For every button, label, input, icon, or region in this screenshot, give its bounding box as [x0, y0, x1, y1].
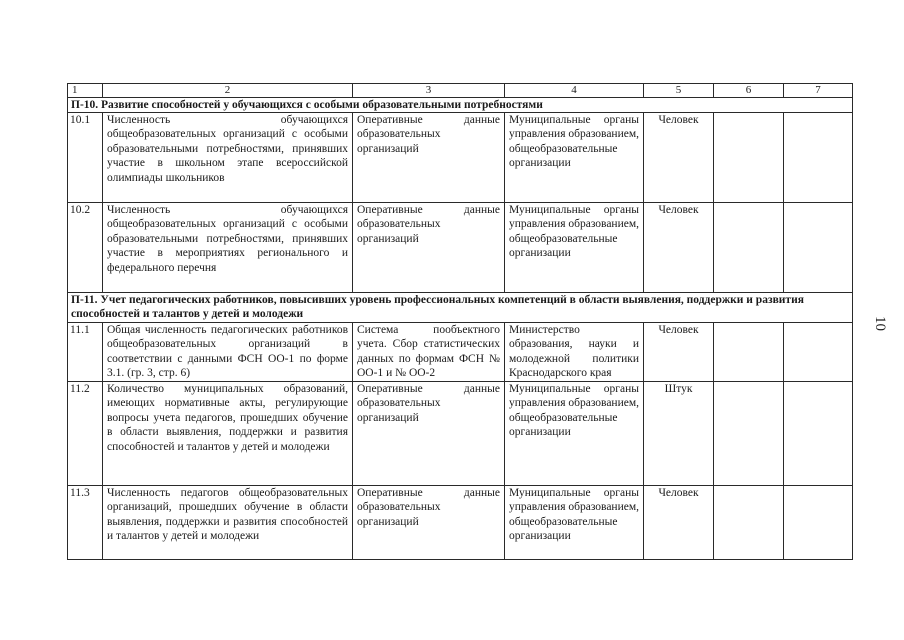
column-number: 5 [644, 84, 714, 98]
value-cell-6 [714, 486, 784, 560]
section-title: П-11. Учет педагогических работников, повысивших уровень профессиональных компетенций в области выявления, поддержки и развития способностей и талантов у детей и молодежи [68, 293, 853, 323]
column-number: 1 [68, 84, 103, 98]
responsible-cell: Муниципальные органы управления образованием, общеобразовательные организации [505, 486, 644, 560]
source-cell: Оперативные данные образовательных организаций [353, 203, 505, 293]
column-number: 3 [353, 84, 505, 98]
responsible-cell: Министерство образования, науки и молодежной политики Краснодарского края [505, 323, 644, 382]
column-number: 7 [784, 84, 853, 98]
column-number-row [68, 84, 853, 98]
indicator-cell: Количество муниципальных образований, имеющих нормативные акты, регулирующие вопросы учета педагогов, прошедших обучение в области выявления, поддержки и развития способностей и талантов у детей и молодежи [103, 382, 353, 486]
section-row [68, 293, 853, 323]
value-cell-6 [714, 323, 784, 382]
column-number: 6 [714, 84, 784, 98]
unit-cell: Человек [644, 203, 714, 293]
value-cell-7 [784, 203, 853, 293]
value-cell-7 [784, 323, 853, 382]
row-number: 10.2 [68, 203, 103, 293]
source-cell: Оперативные данные образовательных организаций [353, 486, 505, 560]
value-cell-7 [784, 113, 853, 203]
row-number: 11.3 [68, 486, 103, 560]
column-number: 2 [103, 84, 353, 98]
table-row [68, 323, 853, 382]
table-row [68, 486, 853, 560]
section-title: П-10. Развитие способностей у обучающихся с особыми образовательными потребностями [68, 98, 853, 113]
value-cell-6 [714, 113, 784, 203]
indicator-cell: Численность обучающихся общеобразовательных организаций с особыми образовательными потребностями, принявших участие в школьном этапе всероссийской олимпиады школьников [103, 113, 353, 203]
unit-cell: Штук [644, 382, 714, 486]
unit-cell: Человек [644, 323, 714, 382]
indicator-cell: Численность педагогов общеобразовательных организаций, прошедших обучение в области выявления, поддержки и развития способностей и талантов у детей и молодежи [103, 486, 353, 560]
unit-cell: Человек [644, 113, 714, 203]
responsible-cell: Муниципальные органы управления образованием, общеобразовательные организации [505, 203, 644, 293]
row-number: 11.2 [68, 382, 103, 486]
table-row [68, 203, 853, 293]
source-cell: Оперативные данные образовательных организаций [353, 382, 505, 486]
table-row [68, 113, 853, 203]
responsible-cell: Муниципальные органы управления образованием, общеобразовательные организации [505, 382, 644, 486]
value-cell-6 [714, 203, 784, 293]
column-number: 4 [505, 84, 644, 98]
unit-cell: Человек [644, 486, 714, 560]
row-number: 11.1 [68, 323, 103, 382]
source-cell: Система пообъектного учета. Сбор статистических данных по формам ФСН № ОО-1 и № ОО-2 [353, 323, 505, 382]
value-cell-7 [784, 486, 853, 560]
responsible-cell: Муниципальные органы управления образованием, общеобразовательные организации [505, 113, 644, 203]
source-cell: Оперативные данные образовательных организаций [353, 113, 505, 203]
indicator-cell: Общая численность педагогических работников общеобразовательных организаций в соответствии с данными ФСН ОО-1 по форме 3.1. (гр. 3, стр. 6) [103, 323, 353, 382]
section-row [68, 98, 853, 113]
row-number: 10.1 [68, 113, 103, 203]
indicators-table [67, 83, 853, 560]
indicator-cell: Численность обучающихся общеобразовательных организаций с особыми образовательными потребностями, принявших участие в мероприятиях регионального и федерального перечня [103, 203, 353, 293]
table-row [68, 382, 853, 486]
value-cell-7 [784, 382, 853, 486]
page-number: 10 [872, 316, 888, 331]
value-cell-6 [714, 382, 784, 486]
